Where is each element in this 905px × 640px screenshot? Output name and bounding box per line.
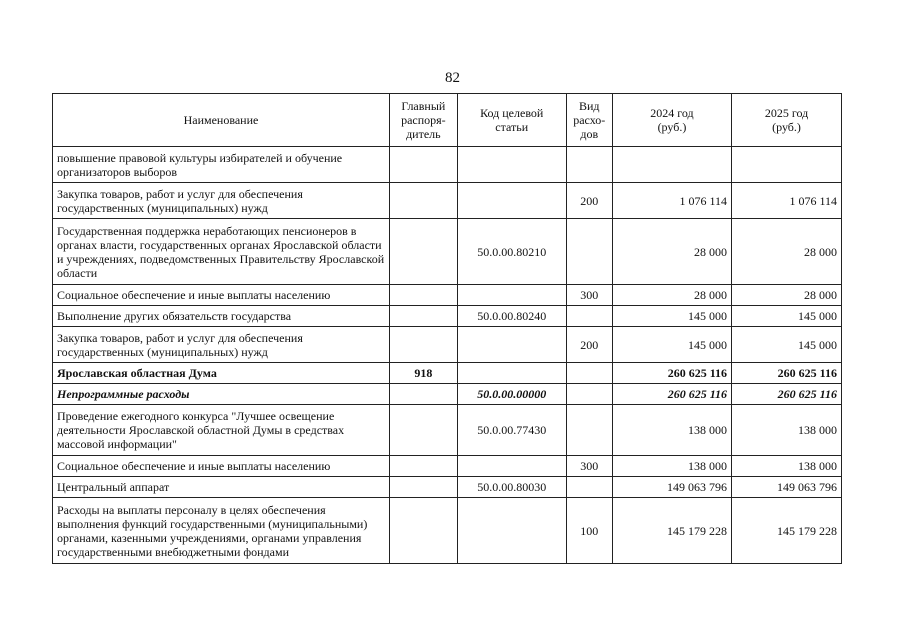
table-row bbox=[53, 306, 842, 327]
table-row bbox=[53, 384, 842, 405]
page-number: 82 bbox=[445, 70, 460, 86]
row-2025-cell: 28 000 bbox=[732, 285, 842, 306]
row-manager-cell bbox=[389, 306, 457, 327]
row-kind-cell bbox=[566, 363, 612, 384]
row-manager-cell bbox=[389, 183, 457, 219]
row-kind-cell bbox=[566, 306, 612, 327]
table-row bbox=[53, 327, 842, 363]
row-name-cell: Расходы на выплаты персоналу в целях обеспечения выполнения функций государственными (муниципальными) органами, казенными учреждениями, органами управления государственными внебюджетными фондами bbox=[53, 498, 390, 564]
row-2025-cell: 28 000 bbox=[732, 219, 842, 285]
table-row bbox=[53, 183, 842, 219]
row-name-cell: Государственная поддержка неработающих пенсионеров в органах власти, государственных органах Ярославской области и учреждениях, подведомственных Правительству Ярославской области bbox=[53, 219, 390, 285]
row-code-cell bbox=[457, 498, 566, 564]
row-kind-cell bbox=[566, 147, 612, 183]
header-2024: 2024 год (руб.) bbox=[612, 94, 731, 147]
row-2024-cell: 145 000 bbox=[612, 327, 731, 363]
row-kind-cell bbox=[566, 384, 612, 405]
row-kind-cell bbox=[566, 219, 612, 285]
row-2024-cell: 138 000 bbox=[612, 456, 731, 477]
row-2024-cell: 138 000 bbox=[612, 405, 731, 456]
row-2025-cell: 145 000 bbox=[732, 327, 842, 363]
row-kind-cell: 300 bbox=[566, 456, 612, 477]
row-code-cell bbox=[457, 183, 566, 219]
row-2024-cell: 260 625 116 bbox=[612, 384, 731, 405]
header-kind: Вид расхо- дов bbox=[566, 94, 612, 147]
row-manager-cell bbox=[389, 477, 457, 498]
row-2025-cell: 1 076 114 bbox=[732, 183, 842, 219]
row-code-cell bbox=[457, 327, 566, 363]
row-2024-cell: 28 000 bbox=[612, 285, 731, 306]
table-header-row bbox=[53, 94, 842, 147]
row-name-cell: Центральный аппарат bbox=[53, 477, 390, 498]
row-manager-cell bbox=[389, 285, 457, 306]
row-2025-cell: 260 625 116 bbox=[732, 384, 842, 405]
row-code-cell bbox=[457, 147, 566, 183]
row-code-cell: 50.0.00.00000 bbox=[457, 384, 566, 405]
row-code-cell: 50.0.00.80240 bbox=[457, 306, 566, 327]
row-kind-cell: 300 bbox=[566, 285, 612, 306]
row-name-cell: повышение правовой культуры избирателей и обучение организаторов выборов bbox=[53, 147, 390, 183]
row-name-cell: Выполнение других обязательств государства bbox=[53, 306, 390, 327]
table-row bbox=[53, 147, 842, 183]
row-name-cell: Проведение ежегодного конкурса "Лучшее освещение деятельности Ярославской областной Думы в средствах массовой информации" bbox=[53, 405, 390, 456]
row-2024-cell bbox=[612, 147, 731, 183]
row-2024-cell: 28 000 bbox=[612, 219, 731, 285]
row-code-cell: 50.0.00.77430 bbox=[457, 405, 566, 456]
row-2024-cell: 1 076 114 bbox=[612, 183, 731, 219]
row-2024-cell: 260 625 116 bbox=[612, 363, 731, 384]
budget-table bbox=[52, 93, 842, 564]
row-manager-cell: 918 bbox=[389, 363, 457, 384]
row-code-cell: 50.0.00.80030 bbox=[457, 477, 566, 498]
header-2025: 2025 год (руб.) bbox=[732, 94, 842, 147]
row-code-cell bbox=[457, 363, 566, 384]
row-2024-cell: 149 063 796 bbox=[612, 477, 731, 498]
row-kind-cell: 100 bbox=[566, 498, 612, 564]
row-2025-cell: 138 000 bbox=[732, 405, 842, 456]
row-code-cell: 50.0.00.80210 bbox=[457, 219, 566, 285]
row-code-cell bbox=[457, 456, 566, 477]
table-row bbox=[53, 405, 842, 456]
table-row bbox=[53, 498, 842, 564]
row-2025-cell bbox=[732, 147, 842, 183]
row-manager-cell bbox=[389, 384, 457, 405]
row-name-cell: Закупка товаров, работ и услуг для обеспечения государственных (муниципальных) нужд bbox=[53, 327, 390, 363]
row-code-cell bbox=[457, 285, 566, 306]
row-manager-cell bbox=[389, 147, 457, 183]
row-manager-cell bbox=[389, 327, 457, 363]
row-name-cell: Закупка товаров, работ и услуг для обеспечения государственных (муниципальных) нужд bbox=[53, 183, 390, 219]
header-code: Код целевой статьи bbox=[457, 94, 566, 147]
row-2025-cell: 145 000 bbox=[732, 306, 842, 327]
row-kind-cell bbox=[566, 405, 612, 456]
table-row bbox=[53, 477, 842, 498]
row-2025-cell: 260 625 116 bbox=[732, 363, 842, 384]
row-name-cell: Социальное обеспечение и иные выплаты населению bbox=[53, 456, 390, 477]
row-manager-cell bbox=[389, 498, 457, 564]
header-name: Наименование bbox=[53, 94, 390, 147]
row-manager-cell bbox=[389, 456, 457, 477]
row-kind-cell: 200 bbox=[566, 327, 612, 363]
row-name-cell: Непрограммные расходы bbox=[53, 384, 390, 405]
table-row bbox=[53, 363, 842, 384]
table-row bbox=[53, 285, 842, 306]
row-kind-cell bbox=[566, 477, 612, 498]
row-2025-cell: 138 000 bbox=[732, 456, 842, 477]
row-name-cell: Ярославская областная Дума bbox=[53, 363, 390, 384]
row-2024-cell: 145 000 bbox=[612, 306, 731, 327]
row-2024-cell: 145 179 228 bbox=[612, 498, 731, 564]
row-kind-cell: 200 bbox=[566, 183, 612, 219]
table-row bbox=[53, 219, 842, 285]
row-2025-cell: 145 179 228 bbox=[732, 498, 842, 564]
row-name-cell: Социальное обеспечение и иные выплаты населению bbox=[53, 285, 390, 306]
row-manager-cell bbox=[389, 219, 457, 285]
table-row bbox=[53, 456, 842, 477]
row-manager-cell bbox=[389, 405, 457, 456]
row-2025-cell: 149 063 796 bbox=[732, 477, 842, 498]
header-manager: Главный распоря- дитель bbox=[389, 94, 457, 147]
